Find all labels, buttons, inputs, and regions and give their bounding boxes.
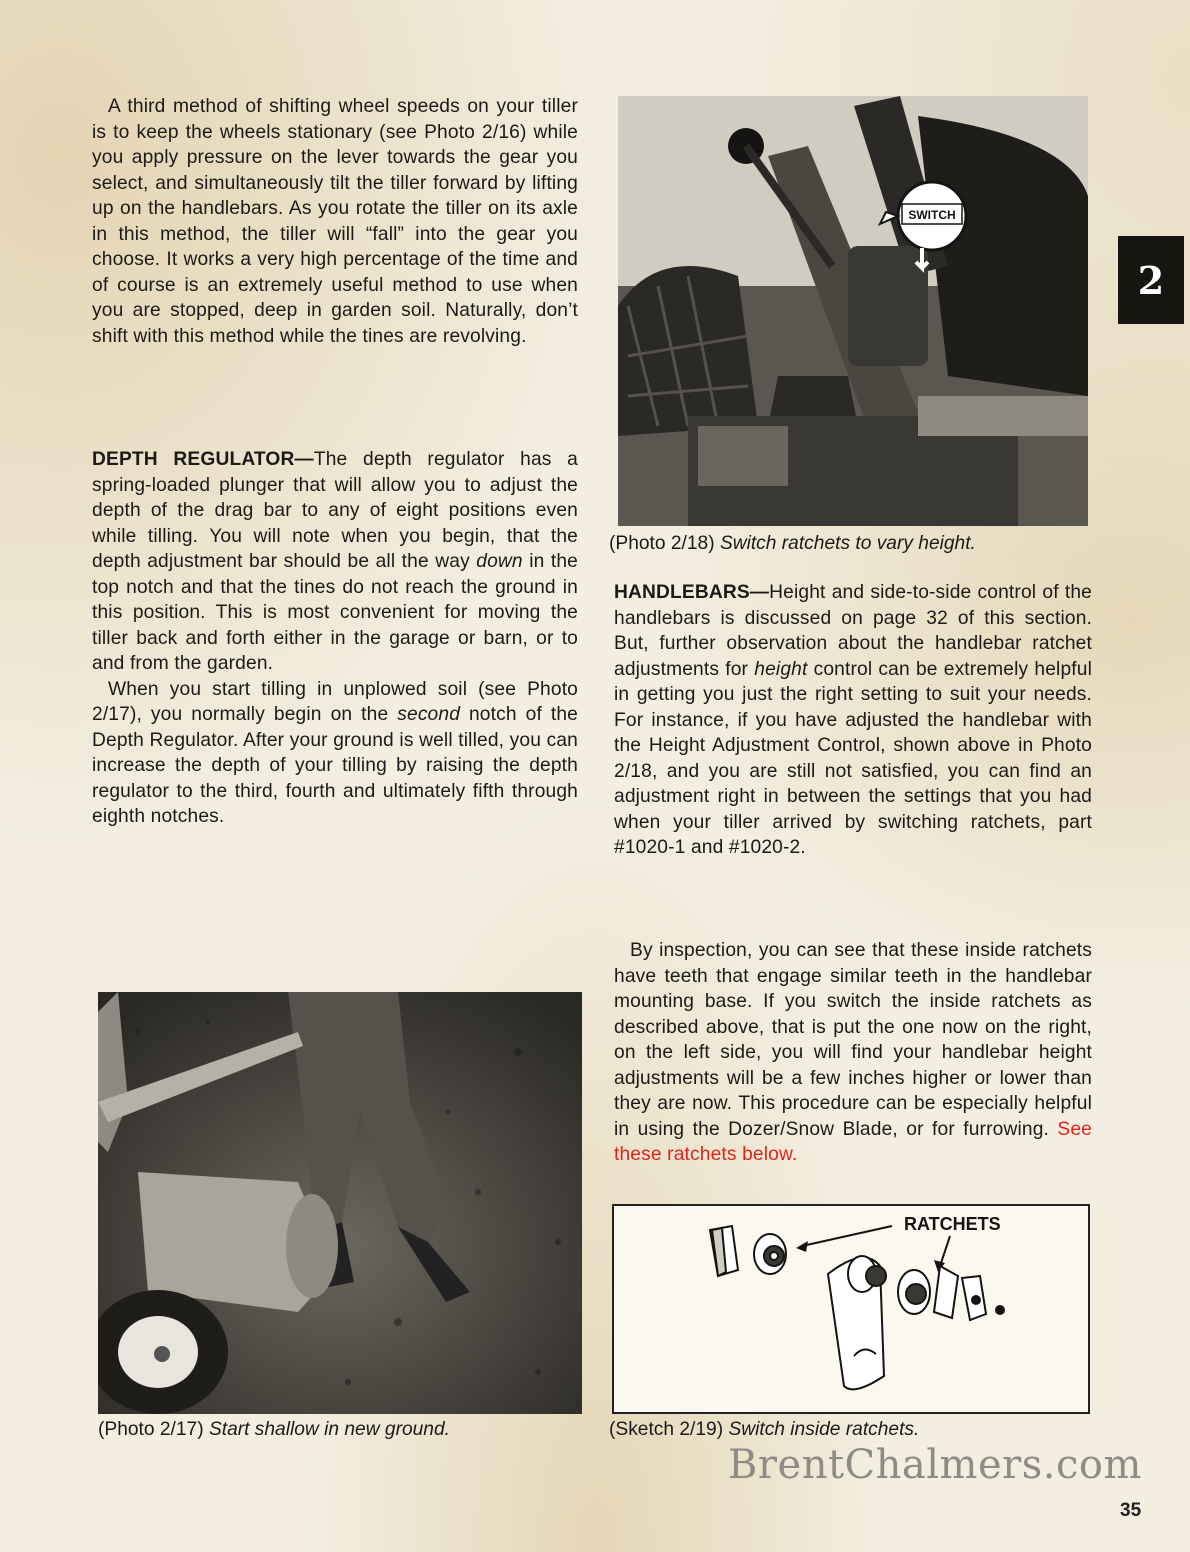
inspection-section	[614, 938, 1092, 1168]
handlebars-emphasis: height	[754, 658, 808, 680]
depth-regulator-heading: DEPTH REGULATOR—	[92, 449, 314, 470]
photo-2-18-caption	[609, 532, 976, 556]
inspection-text: By inspection, you can see that these inside ratchets have teeth that engage similar teeth in the handlebar mounting base. If you switch the inside ratchets as described above, that is put the one now on the right, on the left side, you will find your handlebar height adjustments will be a few inches higher or lower than they are now. This procedure can be especially helpful in using the Dozer/Snow Blade, or for furrowing.	[614, 940, 1092, 1140]
tiller-photo-illustration	[98, 992, 582, 1414]
depth-regulator-emphasis: down	[476, 551, 523, 572]
depth-regulator-text-1: The depth regulator has a spring-loaded plunger that will allow you to adjust the depth of the drag bar to any of eight positions even while tilling. You will note when you begin, that the depth adjustment bar should be all the way	[92, 449, 578, 572]
chapter-tab: 2	[1118, 236, 1184, 324]
tilling-text-2: notch of the Depth Regulator. After your ground is well tilled, you can increase the depth of your tilling by raising the depth regulator to the third, fourth and ultimately fifth through eighth notches.	[92, 704, 579, 827]
photo-switch-ratchets	[618, 96, 1088, 526]
photo-2-17-caption-title: Start shallow in new ground.	[208, 1419, 450, 1440]
photo-tilling-new-ground	[98, 992, 582, 1414]
sketch-2-19-caption-prefix: (Sketch 2/19)	[609, 1419, 729, 1440]
handlebars-section	[614, 580, 1092, 861]
depth-regulator-text-2: in the top notch and that the tines do not reach the ground in this position. This is most convenient for moving the tiller back and forth either in the garage or barn, or to and from the garden.	[92, 551, 578, 674]
handlebars-text-2: control can be extremely helpful in getting you just the right setting to suit your needs. For instance, if you have adjusted the handlebar with the Height Adjustment Control, shown above in Photo 2/18, and you are still not satisfied, you can find an adjustment right in between the settings that you had when your tiller arrived by switching ratchets, part #1020-1 and #1020-2.	[614, 658, 1093, 858]
intro-paragraph	[92, 94, 578, 349]
switch-label: SWITCH	[908, 208, 956, 222]
sketch-2-19-caption	[609, 1418, 919, 1442]
page-number: 35	[1120, 1500, 1142, 1521]
sketch-2-19-caption-title: Switch inside ratchets.	[728, 1419, 920, 1440]
photo-2-17-caption	[98, 1418, 450, 1442]
handlebars-heading: HANDLEBARS—	[614, 582, 770, 603]
depth-regulator-section	[92, 447, 578, 830]
photo-2-18-caption-title: Switch ratchets to vary height.	[719, 533, 976, 554]
tilling-emphasis: second	[397, 704, 461, 725]
ratchets-label: RATCHETS	[904, 1214, 1001, 1234]
handlebar-ratchet-photo	[618, 96, 1088, 526]
photo-2-17-caption-prefix: (Photo 2/17)	[98, 1419, 209, 1440]
watermark: BrentChalmers.com	[728, 1442, 1142, 1488]
photo-2-18-caption-prefix: (Photo 2/18)	[609, 533, 720, 554]
ratchets-diagram	[614, 1206, 1088, 1412]
ratchets-below-link[interactable]: See these ratchets below.	[614, 1118, 1092, 1165]
handlebars-text-1: Height and side-to-side control of the handlebars is discussed on page 32 of this section. But, further observation about the handlebar ratchet adjustments for	[614, 582, 1092, 680]
shifting-method-text: A third method of shifting wheel speeds on your tiller is to keep the wheels stationary (see Photo 2/16) while you apply pressure on the lever towards the gear you select, and simultaneously tilt the tiller forward by lifting up on the handlebars. As you rotate the tiller on its axle in this method, the tiller will “fall” into the gear you choose. It works a very high percentage of the time and of course is an extremely useful method to use when you are stopped, deep in garden soil. Naturally, don’t shift with this method while the tines are revolving.	[92, 96, 578, 347]
tilling-text-1: When you start tilling in unplowed soil (see Photo 2/17), you normally begin on the	[92, 678, 578, 725]
ratchets-sketch	[612, 1204, 1090, 1414]
